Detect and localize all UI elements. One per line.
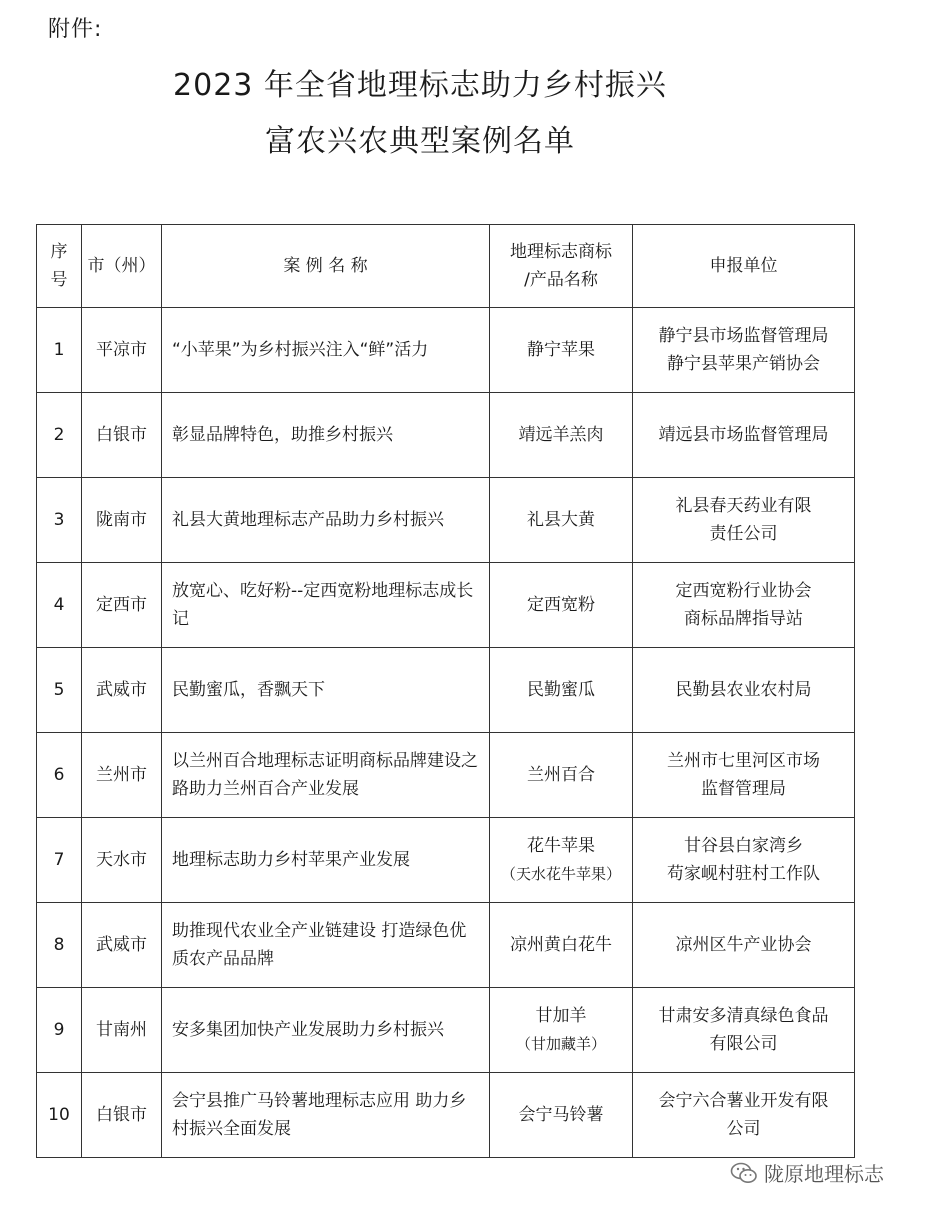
- row-city: 武威市: [82, 903, 162, 988]
- row-org-line: 公司: [726, 1119, 761, 1139]
- header-seq: [37, 225, 82, 308]
- header-seq-line-1: 序: [50, 242, 68, 262]
- row-org-line: 甘谷县白家湾乡: [684, 836, 803, 856]
- row-city: 甘南州: [82, 988, 162, 1073]
- row-product: [490, 733, 633, 818]
- row-org: [633, 1073, 855, 1158]
- row-seq: 5: [37, 648, 82, 733]
- row-case-name: 民勤蜜瓜，香飘天下: [162, 648, 490, 733]
- row-product-line: 花牛苹果: [527, 836, 595, 856]
- row-product-line: （甘加藏羊）: [515, 1035, 606, 1053]
- table-row: [37, 563, 855, 648]
- row-city: 定西市: [82, 563, 162, 648]
- table-row: [37, 478, 855, 563]
- row-product: [490, 648, 633, 733]
- row-city: 白银市: [82, 1073, 162, 1158]
- row-org: [633, 988, 855, 1073]
- row-city: 陇南市: [82, 478, 162, 563]
- row-org-line: 兰州市七里河区市场: [667, 751, 820, 771]
- table-row: [37, 393, 855, 478]
- header-product-line-2: /产品名称: [524, 270, 598, 290]
- row-org-line: 商标品牌指导站: [684, 609, 803, 629]
- title-line-2: 富农兴农典型案例名单: [265, 124, 575, 159]
- row-org-line: 民勤县农业农村局: [675, 680, 812, 700]
- row-seq: 10: [37, 1073, 82, 1158]
- row-case-name: “小苹果”为乡村振兴注入“鲜”活力: [162, 308, 490, 393]
- row-product-line: 凉州黄白花牛: [510, 935, 612, 955]
- row-org-line: 定西宽粉行业协会: [675, 581, 812, 601]
- row-org: [633, 818, 855, 903]
- table-header-row: [37, 225, 855, 308]
- row-product: [490, 393, 633, 478]
- row-case-name: 助推现代农业全产业链建设 打造绿色优质农产品品牌: [162, 903, 490, 988]
- watermark-text: 陇原地理标志: [764, 1162, 884, 1186]
- row-case-name: 彰显品牌特色，助推乡村振兴: [162, 393, 490, 478]
- row-seq: 1: [37, 308, 82, 393]
- table-row: [37, 308, 855, 393]
- row-case-name: 礼县大黄地理标志产品助力乡村振兴: [162, 478, 490, 563]
- row-seq: 7: [37, 818, 82, 903]
- table-row: [37, 1073, 855, 1158]
- row-product-line: 会宁马铃薯: [518, 1105, 604, 1125]
- header-product: [490, 225, 633, 308]
- row-case-name: 安多集团加快产业发展助力乡村振兴: [162, 988, 490, 1073]
- row-org-line: 监督管理局: [701, 779, 786, 799]
- row-org-line: 靖远县市场监督管理局: [658, 425, 829, 445]
- row-case-name: 地理标志助力乡村苹果产业发展: [162, 818, 490, 903]
- case-list-table: [36, 224, 855, 1158]
- row-seq: 2: [37, 393, 82, 478]
- row-product-line: 甘加羊: [535, 1006, 587, 1026]
- watermark: [730, 1158, 884, 1187]
- row-case-name: 会宁县推广马铃薯地理标志应用 助力乡村振兴全面发展: [162, 1073, 490, 1158]
- row-seq: 6: [37, 733, 82, 818]
- header-city: 市（州）: [82, 225, 162, 308]
- row-city: 武威市: [82, 648, 162, 733]
- row-org-line: 有限公司: [709, 1034, 778, 1054]
- row-org: [633, 733, 855, 818]
- row-product: [490, 1073, 633, 1158]
- row-seq: 9: [37, 988, 82, 1073]
- row-org: [633, 903, 855, 988]
- row-city: 白银市: [82, 393, 162, 478]
- row-org-line: 苟家岘村驻村工作队: [667, 864, 820, 884]
- header-case-name: 案 例 名 称: [162, 225, 490, 308]
- row-org-line: 礼县春天药业有限: [675, 496, 812, 516]
- row-product: [490, 308, 633, 393]
- row-org-line: 会宁六合薯业开发有限: [658, 1091, 829, 1111]
- attachment-label: 附件:: [48, 17, 103, 42]
- table-body: [37, 308, 855, 1158]
- header-seq-line-2: 号: [50, 270, 68, 290]
- row-org-line: 静宁县市场监督管理局: [658, 326, 829, 346]
- table-row: [37, 648, 855, 733]
- row-product-line: （天水花牛苹果）: [500, 865, 621, 883]
- header-org: 申报单位: [633, 225, 855, 308]
- row-org-line: 凉州区牛产业协会: [675, 935, 812, 955]
- table-row: [37, 733, 855, 818]
- row-org-line: 静宁县苹果产销协会: [667, 354, 820, 374]
- row-case-name: 以兰州百合地理标志证明商标品牌建设之路助力兰州百合产业发展: [162, 733, 490, 818]
- row-product: [490, 818, 633, 903]
- row-product: [490, 563, 633, 648]
- row-product: [490, 903, 633, 988]
- row-product-line: 定西宽粉: [527, 595, 595, 615]
- row-product-line: 兰州百合: [527, 765, 595, 785]
- row-org-line: 责任公司: [709, 524, 778, 544]
- row-city: 兰州市: [82, 733, 162, 818]
- row-city: 平凉市: [82, 308, 162, 393]
- row-product-line: 靖远羊羔肉: [518, 425, 604, 445]
- table-row: [37, 903, 855, 988]
- row-org: [633, 648, 855, 733]
- row-product: [490, 478, 633, 563]
- row-org-line: 甘肃安多清真绿色食品: [658, 1006, 829, 1026]
- header-product-line-1: 地理标志商标: [510, 242, 612, 262]
- row-org: [633, 393, 855, 478]
- row-seq: 8: [37, 903, 82, 988]
- title-line-1: 2023 年全省地理标志助力乡村振兴: [173, 68, 667, 103]
- row-city: 天水市: [82, 818, 162, 903]
- row-product: [490, 988, 633, 1073]
- row-org: [633, 563, 855, 648]
- row-seq: 4: [37, 563, 82, 648]
- row-case-name: 放宽心、吃好粉--定西宽粉地理标志成长记: [162, 563, 490, 648]
- row-product-line: 静宁苹果: [527, 340, 595, 360]
- row-product-line: 礼县大黄: [527, 510, 595, 530]
- row-org: [633, 478, 855, 563]
- wechat-icon: [730, 1161, 758, 1185]
- row-org: [633, 308, 855, 393]
- table-row: [37, 818, 855, 903]
- row-product-line: 民勤蜜瓜: [527, 680, 595, 700]
- row-seq: 3: [37, 478, 82, 563]
- table-row: [37, 988, 855, 1073]
